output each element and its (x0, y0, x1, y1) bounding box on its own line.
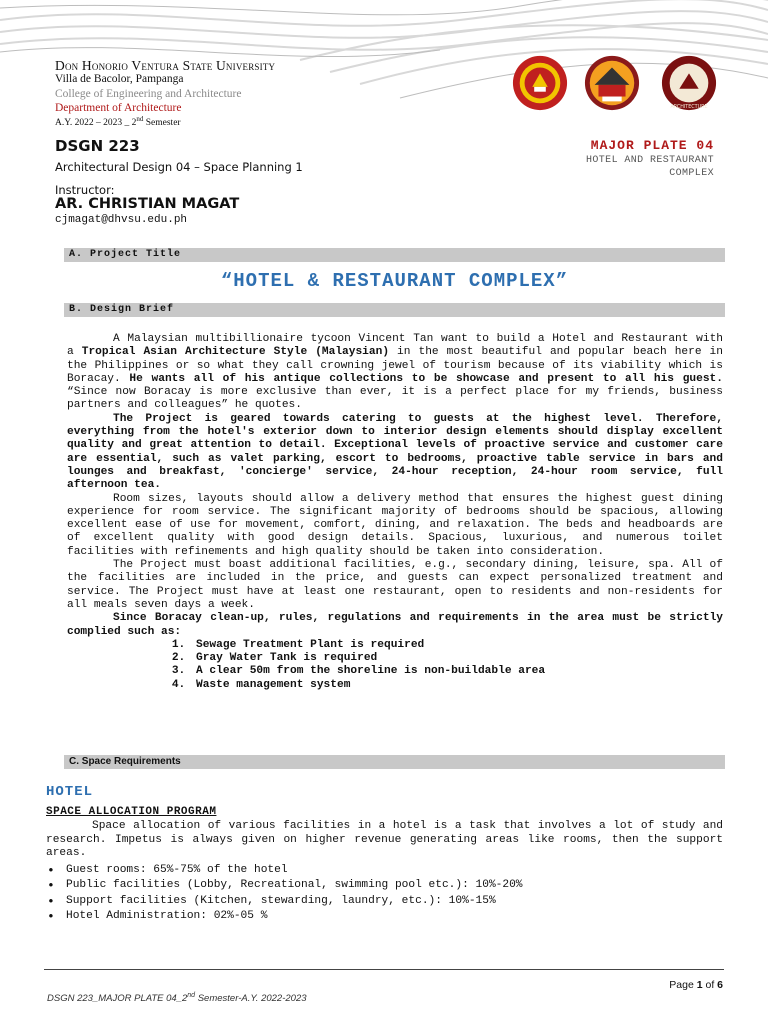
page-number: Page 1 of 6 (669, 979, 723, 991)
allocation-list (46, 863, 723, 925)
course-code: DSGN 223 (55, 137, 140, 155)
college-name: College of Engineering and Architecture (55, 88, 242, 100)
plate-title: MAJOR PLATE 04 (590, 138, 714, 153)
list-item: 1. Sewage Treatment Plant is required (192, 639, 723, 652)
footer-text: DSGN 223_MAJOR PLATE 04_2nd Semester-A.Y. 2022-2023 (47, 992, 307, 1005)
brief-paragraph-2: The Project is geared towards catering to guests at the highest level. Therefore, everything from the hotel's exterior down to interior design elements should display excellent quality and great attention to detail. Exceptional levels of proactive service and customer care are essential, such as valet parking, escort to bedrooms, proactive table service in bars and lounges and breakfast, 'concierge' service, 24-hour reception, 24-hour room service, full afternoon tea. (67, 412, 723, 492)
instructor-name: AR. CHRISTIAN MAGAT (55, 196, 240, 212)
space-allocation-intro: Space allocation of various facilities in a hotel is a task that involves a lot of study and research. Impetus is always given on higher revenue generating areas like rooms, then the support areas. (46, 820, 723, 859)
list-item: • Hotel Administration: 02%-05 % (66, 909, 723, 925)
academic-year: A.Y. 2022 – 2023 _ 2nd Semester (55, 115, 181, 129)
list-item: 4. Waste management system (192, 679, 723, 692)
dhvsu-seal-icon (511, 54, 569, 112)
instructor-email[interactable]: cjmagat@dhvsu.edu.ph (55, 214, 188, 226)
svg-text:ARCHITECTURE: ARCHITECTURE (670, 105, 708, 111)
college-seal-icon (583, 54, 641, 112)
section-a-bar: A. Project Title (64, 248, 725, 262)
list-item: • Support facilities (Kitchen, stewarding, laundry, etc.): 10%-15% (66, 894, 723, 910)
section-c-bar: C. Space Requirements (64, 755, 725, 769)
brief-paragraph-1: A Malaysian multibillionaire tycoon Vincent Tan want to build a Hotel and Restaurant with a Tropical Asian Architecture Style (Malaysian) in the most beautiful and popular beach here in the Philippines or so what they call crowning jewel of tourism because of its viability which is Boracay. He wants all of his antique collections to be showcase and present to all his guest. “Since now Boracay is more exclusive than ever, it is a perfect place for my friends, business partners and colleagues” he quotes. (67, 333, 723, 412)
design-brief (67, 333, 723, 692)
space-allocation-heading: SPACE ALLOCATION PROGRAM (46, 806, 217, 818)
course-title: Architectural Design 04 – Space Planning 1 (55, 160, 303, 174)
brief-paragraph-5: Since Boracay clean-up, rules, regulations and requirements in the area must be strictly complied such as: (67, 612, 723, 638)
university-location: Villa de Bacolor, Pampanga (55, 73, 184, 85)
instructor-label: Instructor: (55, 183, 115, 197)
list-item: 3. A clear 50m from the shoreline is non-buildable area (192, 665, 723, 678)
list-item: • Public facilities (Lobby, Recreational, swimming pool etc.): 10%-20% (66, 878, 723, 894)
requirements-list (67, 639, 723, 692)
list-item: 2. Gray Water Tank is required (192, 652, 723, 665)
list-item: • Guest rooms: 65%-75% of the hotel (66, 863, 723, 879)
hotel-heading: HOTEL (46, 784, 94, 800)
space-allocation-body (46, 820, 723, 925)
section-b-bar: B. Design Brief (64, 303, 725, 317)
footer-divider (44, 969, 724, 970)
university-name: Don Honorio Ventura State University (55, 58, 276, 73)
project-title: “HOTEL & RESTAURANT COMPLEX” (220, 270, 569, 292)
department-name: Department of Architecture (55, 102, 182, 114)
brief-paragraph-4: The Project must boast additional facilities, e.g., secondary dining, leisure, spa. All of the facilities are included in the price, and guests can expect personalized treatment and service. The Project must have at least one restaurant, open to residents and non-residents for all meals seven days a week. (67, 559, 723, 611)
plate-subtitle: HOTEL AND RESTAURANT COMPLEX (585, 155, 714, 179)
architecture-seal-icon (660, 54, 718, 112)
brief-paragraph-3: Room sizes, layouts should allow a delivery method that ensures the highest guest dining experience for room service. The significant majority of bedrooms should be spacious, allowing excellent ease of use for movement, comfort, dining, and relaxation. The beds and headboards are of excellent quality with good design details. Spacious, luxurious, and numerous toilet facilities with refinements and high quality should be taken into consideration. (67, 492, 723, 558)
